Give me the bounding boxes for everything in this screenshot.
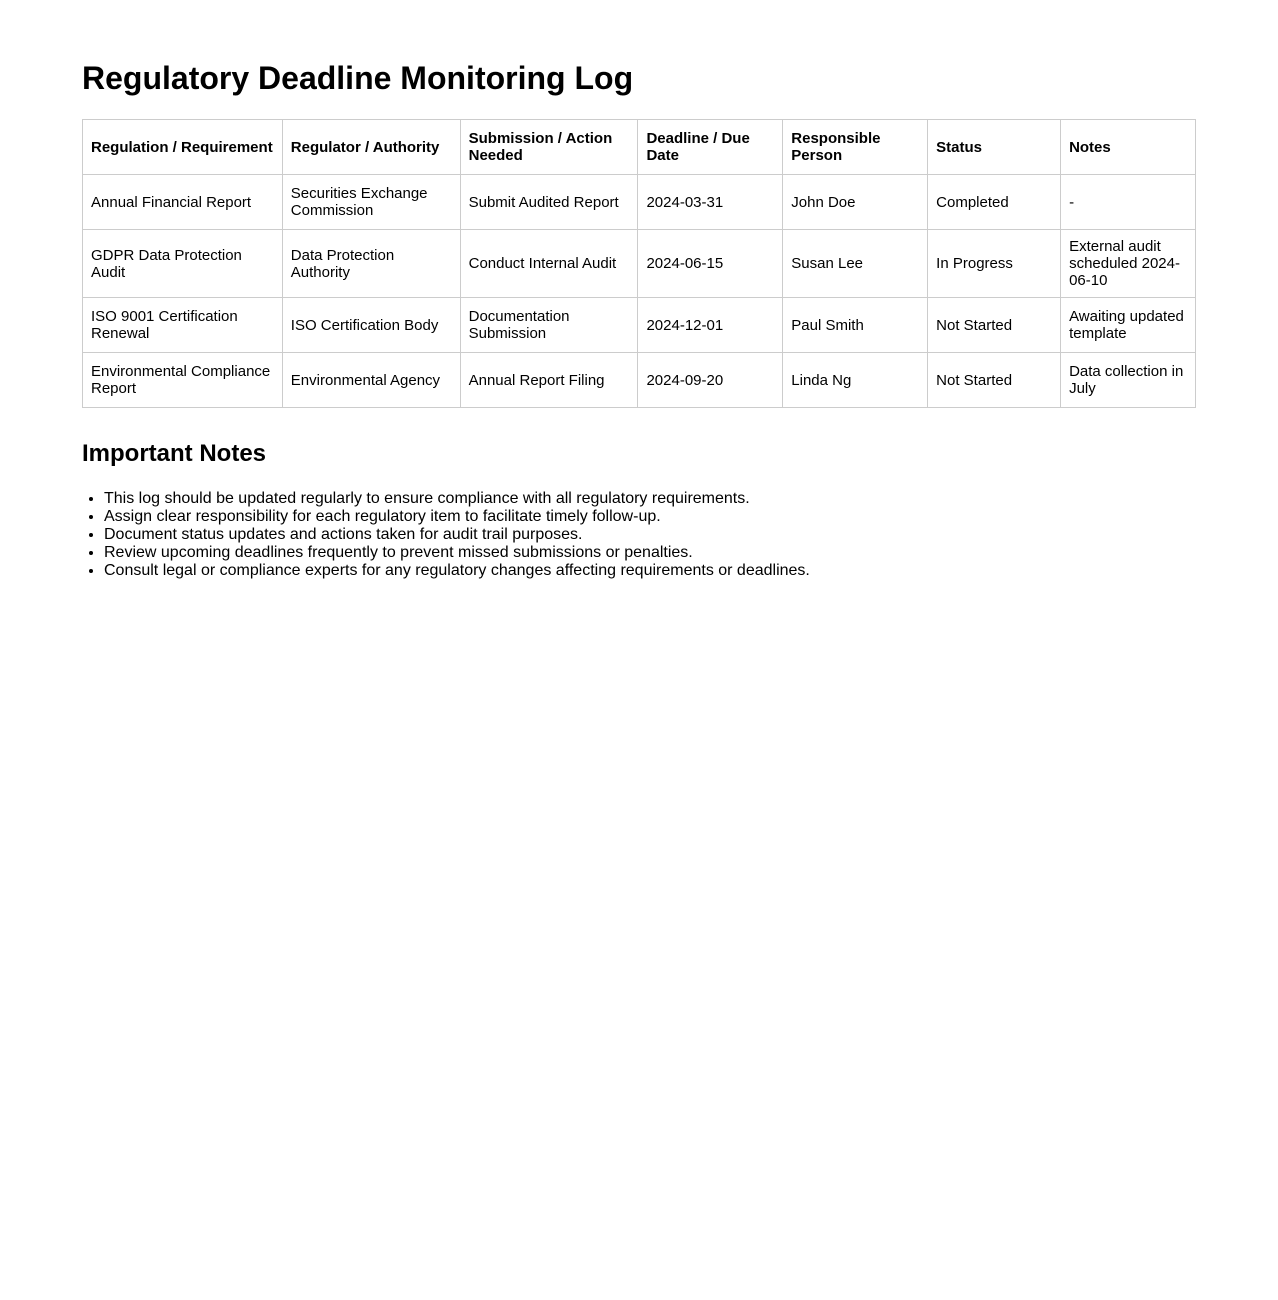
page-title: Regulatory Deadline Monitoring Log (82, 60, 634, 96)
cell-status: Not Started (928, 298, 1061, 353)
cell-deadline: 2024-12-01 (638, 298, 783, 353)
cell-deadline: 2024-06-15 (638, 230, 783, 298)
cell-submission: Submit Audited Report (460, 175, 638, 230)
header-regulation: Regulation / Requirement (83, 120, 283, 175)
table-row (83, 230, 1196, 298)
table-header-row (83, 120, 1196, 175)
cell-regulation: GDPR Data Protection Audit (83, 230, 283, 298)
cell-status: In Progress (928, 230, 1061, 298)
cell-regulator: Securities Exchange Commission (282, 175, 460, 230)
cell-regulator: Data Protection Authority (282, 230, 460, 298)
document-page (0, 0, 1278, 580)
cell-deadline: 2024-09-20 (638, 353, 783, 408)
cell-submission: Conduct Internal Audit (460, 230, 638, 298)
cell-notes: External audit scheduled 2024-06-10 (1061, 230, 1196, 298)
table-row (83, 298, 1196, 353)
cell-notes: - (1061, 175, 1196, 230)
table-row (83, 175, 1196, 230)
list-item: • Consult legal or compliance experts for any regulatory changes affecting requirements or deadlines. (104, 562, 1196, 580)
notes-heading: Important Notes (82, 440, 267, 467)
cell-notes: Data collection in July (1061, 353, 1196, 408)
cell-submission: Annual Report Filing (460, 353, 638, 408)
notes-list (82, 490, 1196, 580)
list-item: • Review upcoming deadlines frequently to prevent missed submissions or penalties. (104, 544, 1196, 562)
cell-responsible: Susan Lee (783, 230, 928, 298)
list-item: • Assign clear responsibility for each regulatory item to facilitate timely follow-up. (104, 508, 1196, 526)
table-row (83, 353, 1196, 408)
header-submission: Submission / Action Needed (460, 120, 638, 175)
deadline-log-table (82, 119, 1196, 408)
cell-regulation: Environmental Compliance Report (83, 353, 283, 408)
cell-regulation: ISO 9001 Certification Renewal (83, 298, 283, 353)
cell-responsible: Linda Ng (783, 353, 928, 408)
cell-responsible: John Doe (783, 175, 928, 230)
cell-regulator: Environmental Agency (282, 353, 460, 408)
cell-notes: Awaiting updated template (1061, 298, 1196, 353)
list-item: • This log should be updated regularly to ensure compliance with all regulatory requirements. (104, 490, 1196, 508)
list-item: • Document status updates and actions taken for audit trail purposes. (104, 526, 1196, 544)
header-status: Status (928, 120, 1061, 175)
cell-regulator: ISO Certification Body (282, 298, 460, 353)
cell-submission: Documentation Submission (460, 298, 638, 353)
cell-status: Not Started (928, 353, 1061, 408)
cell-responsible: Paul Smith (783, 298, 928, 353)
cell-deadline: 2024-03-31 (638, 175, 783, 230)
header-regulator: Regulator / Authority (282, 120, 460, 175)
cell-regulation: Annual Financial Report (83, 175, 283, 230)
header-deadline: Deadline / Due Date (638, 120, 783, 175)
header-notes: Notes (1061, 120, 1196, 175)
header-responsible: Responsible Person (783, 120, 928, 175)
cell-status: Completed (928, 175, 1061, 230)
